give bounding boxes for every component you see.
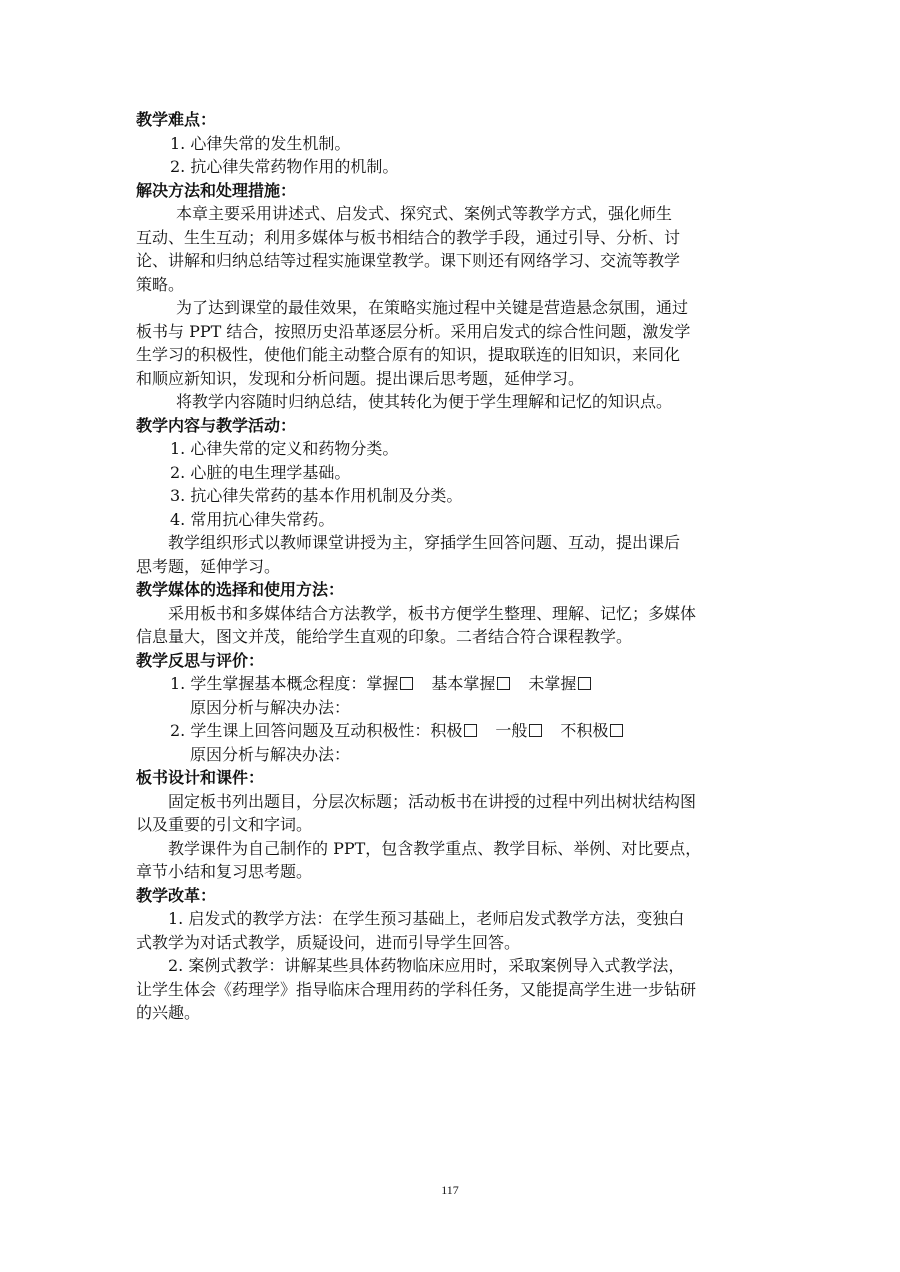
section-heading-reform: 教学改革： [136, 885, 217, 905]
option-label: 掌握 [366, 674, 399, 693]
checkbox[interactable] [578, 677, 591, 690]
option-label: 积极 [430, 721, 463, 740]
reflection-question-1 [136, 672, 776, 696]
media-paragraph-line: 采用板书和多媒体结合方法教学，板书方便学生整理、理解、记忆；多媒体 [168, 603, 697, 623]
methods-paragraph-line: 为了达到课堂的最佳效果，在策略实施过程中关键是营造悬念氛围，通过 [176, 298, 689, 317]
methods-paragraph-line: 和顺应新知识，发现和分析问题。提出课后思考题，延伸学习。 [136, 368, 585, 388]
content-item: 2. 心脏的电生理学基础。 [170, 462, 351, 482]
methods-paragraph-line: 本章主要采用讲述式、启发式、探究式、案例式等教学方式，强化师生 [176, 204, 673, 223]
content-paragraph-line: 教学组织形式以教师课堂讲授为主，穿插学生回答问题、互动，提出课后 [168, 533, 681, 552]
reform-paragraph-line: 2. 案例式教学：讲解某些具体药物临床应用时，采取案例导入式教学法， [168, 956, 685, 975]
media-paragraph-line: 信息量大，图文并茂，能给学生直观的印象。二者结合符合课程教学。 [136, 627, 633, 646]
question-label: 2. 学生课上回答问题及互动积极性： [170, 721, 431, 740]
checkbox[interactable] [400, 677, 413, 690]
checkbox[interactable] [497, 677, 510, 690]
methods-paragraph-line: 生学习的积极性，使他们能主动整合原有的知识，提取联连的旧知识，来同化 [136, 345, 681, 364]
content-paragraph-line: 思考题，延伸学习。 [136, 556, 281, 576]
methods-paragraph-line: 策略。 [136, 274, 185, 294]
reform-paragraph-line: 式教学为对话式教学，质疑设问，进而引导学生回答。 [136, 932, 521, 952]
content-item: 4. 常用抗心律失常药。 [170, 509, 335, 529]
section-heading-methods: 解决方法和处理措施： [136, 180, 297, 200]
reform-paragraph-line: 让学生体会《药理学》指导临床合理用药的学科任务，又能提高学生进一步钻研 [136, 979, 697, 999]
checkbox[interactable] [610, 724, 623, 737]
reform-paragraph-line: 的兴趣。 [136, 1003, 201, 1022]
reflection-question-2 [136, 719, 776, 743]
option-label: 未掌握 [528, 674, 577, 693]
option-label: 一般 [495, 721, 528, 740]
methods-paragraph-line: 互动、生生互动；利用多媒体与板书相结合的教学手段，通过引导、分析、讨 [136, 227, 681, 247]
section-heading-media: 教学媒体的选择和使用方法： [136, 580, 345, 599]
board-paragraph-line: 固定板书列出题目，分层次标题；活动板书在讲授的过程中列出树状结构图 [168, 791, 697, 811]
content-item: 1. 心律失常的定义和药物分类。 [170, 439, 399, 458]
section-heading-board: 板书设计和课件： [136, 768, 265, 787]
content-item: 3. 抗心律失常药的基本作用机制及分类。 [170, 486, 463, 505]
methods-paragraph-line: 将教学内容随时归纳总结，使其转化为便于学生理解和记忆的知识点。 [176, 392, 673, 411]
section-heading-difficulty: 教学难点： [136, 110, 217, 129]
reflection-note: 原因分析与解决办法： [190, 697, 351, 717]
reform-paragraph-line: 1. 启发式的教学方法：在学生预习基础上，老师启发式教学方法，变独白 [168, 909, 685, 928]
board-paragraph-line: 章节小结和复习思考题。 [136, 862, 313, 881]
document-body [136, 108, 776, 1025]
checkbox[interactable] [464, 724, 477, 737]
page-number: 117 [441, 1183, 459, 1197]
board-paragraph-line: 以及重要的引文和字词。 [136, 815, 313, 834]
difficulty-item: 1. 心律失常的发生机制。 [170, 133, 351, 153]
checkbox[interactable] [529, 724, 542, 737]
option-label: 基本掌握 [431, 674, 496, 693]
section-heading-reflection: 教学反思与评价： [136, 650, 265, 670]
methods-paragraph-line: 论、讲解和归纳总结等过程实施课堂教学。课下则还有网络学习、交流等教学 [136, 251, 681, 270]
reflection-note: 原因分析与解决办法： [190, 744, 351, 764]
section-heading-content: 教学内容与教学活动： [136, 415, 297, 435]
question-label: 1. 学生掌握基本概念程度： [170, 674, 367, 693]
board-paragraph-line: 教学课件为自己制作的 PPT，包含教学重点、教学目标、举例、对比要点， [168, 838, 702, 858]
difficulty-item: 2. 抗心律失常药物作用的机制。 [170, 157, 399, 176]
option-label: 不积极 [560, 721, 609, 740]
methods-paragraph-line: 板书与 PPT 结合，按照历史沿革逐层分析。采用启发式的综合性问题，激发学 [136, 321, 691, 341]
